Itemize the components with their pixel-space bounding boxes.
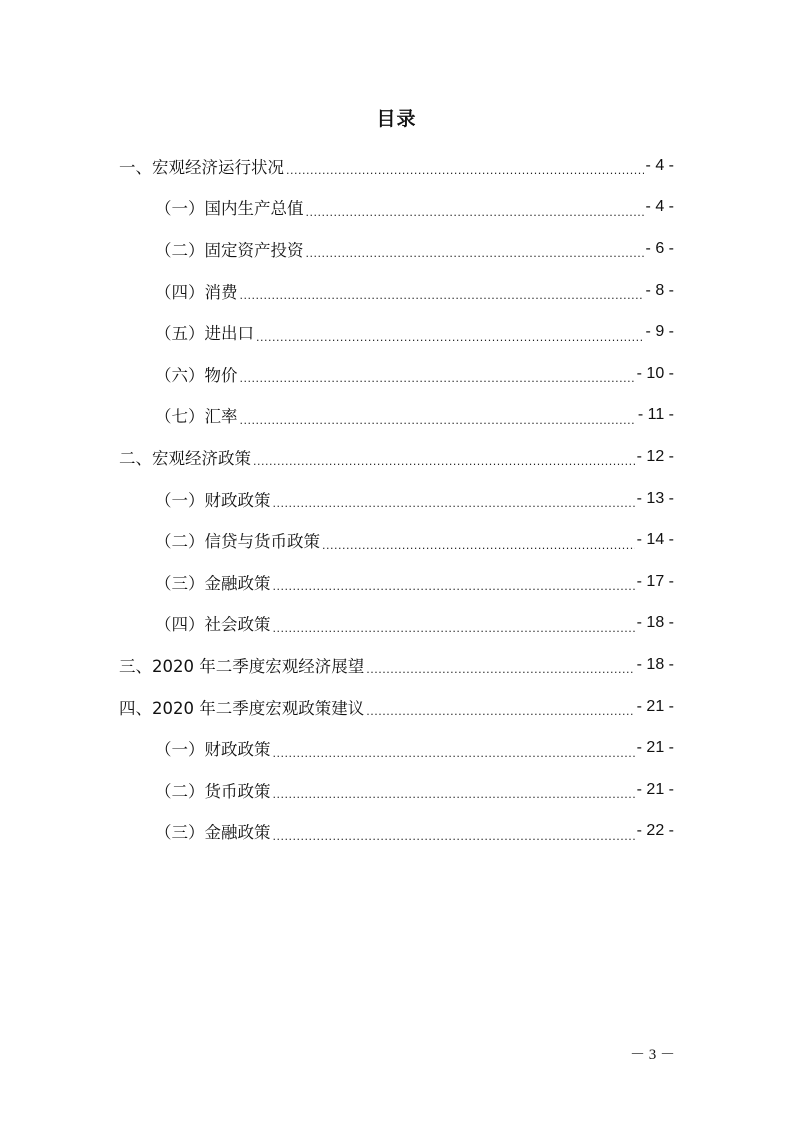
toc-entry-page: - 9 - — [645, 323, 674, 341]
toc-entry-text: （四）消费 — [155, 282, 238, 302]
toc-dot-leader — [240, 414, 636, 427]
toc-entry-page: - 13 - — [636, 489, 674, 507]
toc-entry-page: - 21 - — [636, 697, 674, 715]
toc-entry-page: - 10 - — [636, 364, 674, 382]
toc-entry-page: - 4 - — [645, 198, 674, 216]
toc-dot-leader — [273, 830, 635, 843]
toc-entry-text: （四）社会政策 — [155, 615, 271, 635]
toc-entry-page: - 6 - — [645, 239, 674, 257]
toc-entry[interactable] — [119, 187, 674, 229]
toc-entry-text: （五）进出口 — [155, 324, 254, 344]
toc-entry[interactable] — [119, 603, 674, 645]
toc-dot-leader — [273, 788, 635, 801]
toc-entry[interactable] — [119, 270, 674, 312]
toc-entry[interactable] — [119, 519, 674, 561]
toc-dot-leader — [240, 289, 644, 302]
toc-entry-text: （七）汇率 — [155, 407, 238, 427]
toc-entry-text: 一、宏观经济运行状况 — [119, 157, 284, 177]
toc-entry[interactable] — [119, 811, 674, 853]
toc-dot-leader — [366, 705, 634, 718]
toc-entry-page: - 18 - — [636, 655, 674, 673]
toc-dot-leader — [240, 372, 635, 385]
toc-entry-text: （二）货币政策 — [155, 781, 271, 801]
toc-dot-leader — [306, 206, 644, 219]
toc-entry-page: - 4 - — [645, 156, 674, 174]
page-number: － 3 － — [630, 1047, 676, 1063]
toc-dot-leader — [286, 164, 644, 177]
toc-dot-leader — [306, 247, 644, 260]
toc-entry[interactable] — [119, 644, 674, 686]
toc-entry-text: （一）财政政策 — [155, 490, 271, 510]
toc-entry-page: - 18 - — [636, 614, 674, 632]
toc-entry-text: （一）国内生产总值 — [155, 199, 304, 219]
toc-entry-page: - 21 - — [636, 739, 674, 757]
toc-entry[interactable] — [119, 353, 674, 395]
toc-entry-page: - 14 - — [636, 531, 674, 549]
toc-entry[interactable] — [119, 769, 674, 811]
toc-entry-page: - 12 - — [636, 447, 674, 465]
toc-entry-text: （六）物价 — [155, 365, 238, 385]
toc-entry-text: 二、宏观经济政策 — [119, 448, 251, 468]
toc-entry[interactable] — [119, 478, 674, 520]
toc-entry-page: - 11 - — [637, 406, 674, 424]
toc-entry[interactable] — [119, 228, 674, 270]
toc-entry-text: 四、2020 年二季度宏观政策建议 — [119, 698, 365, 718]
toc-dot-leader — [273, 622, 635, 635]
toc-dot-leader — [322, 539, 635, 552]
toc-entry-text: （三）金融政策 — [155, 823, 271, 843]
toc-entry[interactable] — [119, 311, 674, 353]
toc-entry[interactable] — [119, 727, 674, 769]
toc-dot-leader — [273, 580, 635, 593]
table-of-contents — [119, 145, 674, 852]
toc-dot-leader — [366, 663, 634, 676]
toc-entry-text: 三、2020 年二季度宏观经济展望 — [119, 656, 365, 676]
toc-dot-leader — [253, 455, 635, 468]
toc-entry-page: - 22 - — [636, 822, 674, 840]
toc-entry[interactable] — [119, 145, 674, 187]
toc-title: 目录 — [376, 108, 417, 130]
toc-entry[interactable] — [119, 686, 674, 728]
toc-entry-page: - 21 - — [636, 780, 674, 798]
toc-entry[interactable] — [119, 436, 674, 478]
toc-dot-leader — [273, 747, 635, 760]
toc-entry[interactable] — [119, 395, 674, 437]
toc-dot-leader — [273, 497, 635, 510]
toc-entry-page: - 8 - — [645, 281, 674, 299]
toc-entry-text: （二）信贷与货币政策 — [155, 532, 320, 552]
toc-entry-text: （一）财政政策 — [155, 740, 271, 760]
toc-dot-leader — [256, 331, 644, 344]
toc-entry-text: （二）固定资产投资 — [155, 240, 304, 260]
toc-entry[interactable] — [119, 561, 674, 603]
toc-entry-text: （三）金融政策 — [155, 573, 271, 593]
toc-entry-page: - 17 - — [636, 572, 674, 590]
